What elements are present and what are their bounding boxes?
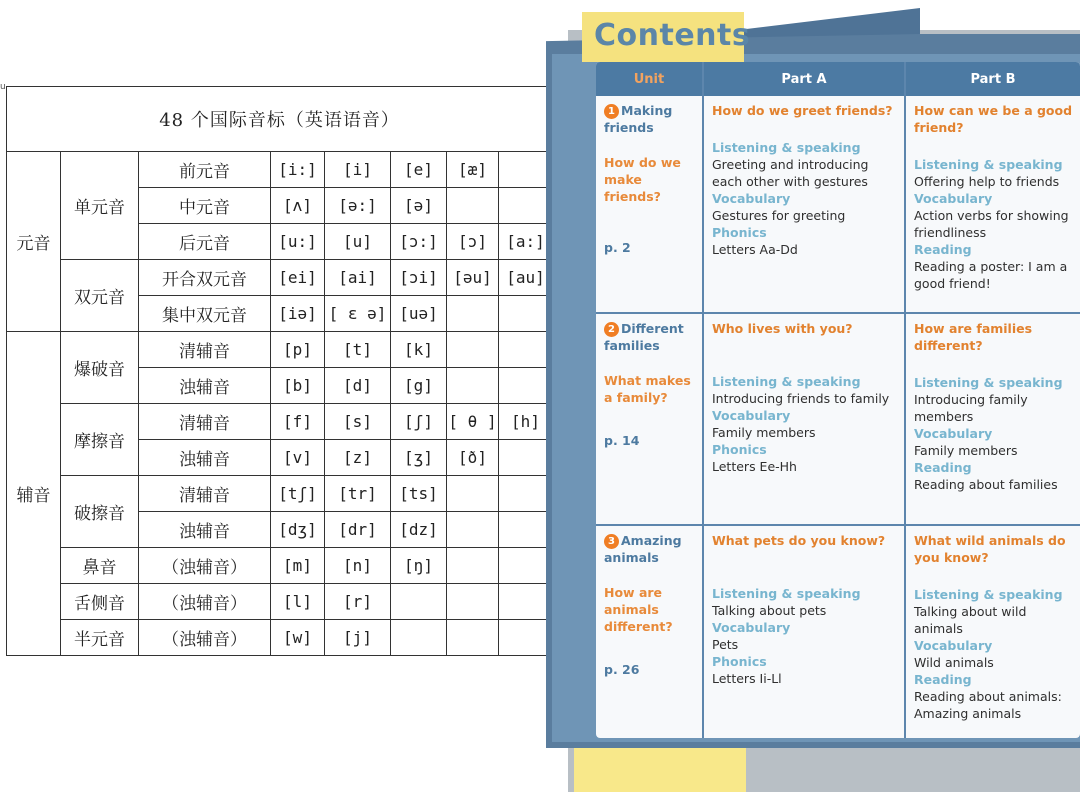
ipa-symbol: [g]	[391, 368, 447, 404]
unit-3-part-a	[712, 532, 902, 687]
empty-cell	[391, 584, 447, 620]
contents-page	[546, 0, 1080, 806]
group-fricative: 摩擦音	[61, 404, 139, 476]
ipa-symbol: [ʃ]	[391, 404, 447, 440]
ipa-symbol: [u]	[325, 224, 391, 260]
empty-cell	[499, 368, 553, 404]
ipa-symbol: [iə]	[271, 296, 325, 332]
group-affricate: 破擦音	[61, 476, 139, 548]
corner-mark: u	[0, 82, 6, 92]
ipa-symbol: [e]	[391, 152, 447, 188]
empty-cell	[499, 548, 553, 584]
row-label: 清辅音	[139, 404, 271, 440]
section-text: Reading about families	[914, 477, 1058, 492]
ipa-symbol: [dʒ]	[271, 512, 325, 548]
section-text: Introducing friends to family	[712, 391, 890, 406]
ipa-symbol: [ŋ]	[391, 548, 447, 584]
ipa-symbol: [ə:]	[325, 188, 391, 224]
ipa-symbol: [uə]	[391, 296, 447, 332]
unit-page: p. 2	[604, 240, 631, 255]
group-monophthong: 单元音	[61, 152, 139, 260]
row-label: （浊辅音）	[139, 620, 271, 656]
ipa-symbol: [tr]	[325, 476, 391, 512]
part-question: How can we be a good friend?	[914, 103, 1073, 135]
row-label: 清辅音	[139, 476, 271, 512]
row-label: 中元音	[139, 188, 271, 224]
empty-cell	[499, 152, 553, 188]
unit-2-part-a	[712, 320, 902, 475]
unit-title	[604, 102, 698, 136]
ipa-symbol: [ θ ]	[447, 404, 499, 440]
unit-question: How do we make friends?	[604, 155, 681, 204]
ipa-symbol: [v]	[271, 440, 325, 476]
empty-cell	[499, 332, 553, 368]
row-label: 前元音	[139, 152, 271, 188]
contents-title: Contents	[594, 18, 751, 53]
section-text: Gestures for greeting	[712, 208, 846, 223]
unit-name: Different families	[604, 321, 684, 353]
ipa-symbol: [ɔ]	[447, 224, 499, 260]
row-label: 集中双元音	[139, 296, 271, 332]
empty-cell	[447, 296, 499, 332]
row-label: （浊辅音）	[139, 584, 271, 620]
header-part-b: Part B	[906, 62, 1080, 96]
vowel-category: 元音	[7, 152, 61, 332]
section-text: Action verbs for showing friendliness	[914, 208, 1069, 240]
section-label: Phonics	[712, 654, 767, 669]
empty-cell	[499, 296, 553, 332]
empty-cell	[499, 512, 553, 548]
section-text: Family members	[712, 425, 816, 440]
group-plosive: 爆破音	[61, 332, 139, 404]
ipa-symbol: [ɔi]	[391, 260, 447, 296]
row-label: 开合双元音	[139, 260, 271, 296]
section-label: Phonics	[712, 225, 767, 240]
ipa-symbol: [au]	[499, 260, 553, 296]
header-part-a: Part A	[704, 62, 904, 96]
ipa-symbol: [ai]	[325, 260, 391, 296]
empty-cell	[391, 620, 447, 656]
section-label: Listening & speaking	[914, 375, 1063, 390]
section-text: Pets	[712, 637, 739, 652]
empty-cell	[499, 584, 553, 620]
ipa-table	[6, 86, 553, 656]
section-text: Wild animals	[914, 655, 994, 670]
ipa-symbol: [l]	[271, 584, 325, 620]
ipa-title: 48 个国际音标（英语语音）	[7, 87, 553, 152]
section-label: Reading	[914, 242, 972, 257]
row-label: 浊辅音	[139, 368, 271, 404]
section-label: Vocabulary	[712, 408, 791, 423]
unit-2-part-b	[914, 320, 1074, 493]
ipa-symbol: [d]	[325, 368, 391, 404]
header-unit: Unit	[596, 62, 702, 96]
empty-cell	[447, 332, 499, 368]
group-semivowel: 半元音	[61, 620, 139, 656]
unit-page: p. 14	[604, 433, 640, 448]
ipa-symbol: [ə]	[391, 188, 447, 224]
section-label: Reading	[914, 672, 972, 687]
section-label: Listening & speaking	[712, 586, 861, 601]
section-text: Talking about pets	[712, 603, 827, 618]
contents-table	[596, 62, 1080, 738]
ipa-symbol: [m]	[271, 548, 325, 584]
empty-cell	[447, 368, 499, 404]
ipa-symbol: [u:]	[271, 224, 325, 260]
part-question: How do we greet friends?	[712, 103, 893, 118]
consonant-category: 辅音	[7, 332, 61, 656]
section-label: Listening & speaking	[914, 587, 1063, 602]
section-text: Reading a poster: I am a good friend!	[914, 259, 1068, 291]
row-label: 浊辅音	[139, 512, 271, 548]
section-label: Listening & speaking	[914, 157, 1063, 172]
empty-cell	[499, 620, 553, 656]
row-label: 后元音	[139, 224, 271, 260]
section-label: Reading	[914, 460, 972, 475]
section-label: Vocabulary	[914, 638, 993, 653]
unit-page: p. 26	[604, 662, 640, 677]
row-divider	[596, 524, 1080, 526]
ipa-symbol: [n]	[325, 548, 391, 584]
ipa-symbol: [dz]	[391, 512, 447, 548]
ipa-symbol: [r]	[325, 584, 391, 620]
empty-cell	[499, 476, 553, 512]
ipa-symbol: [ei]	[271, 260, 325, 296]
group-lateral: 舌侧音	[61, 584, 139, 620]
unit-title	[604, 532, 698, 566]
section-text: Letters Aa-Dd	[712, 242, 798, 257]
ipa-symbol: [ ɛ ə]	[325, 296, 391, 332]
ipa-symbol: [ʌ]	[271, 188, 325, 224]
empty-cell	[447, 188, 499, 224]
section-label: Listening & speaking	[712, 374, 861, 389]
ipa-symbol: [ʒ]	[391, 440, 447, 476]
part-question: Who lives with you?	[712, 321, 853, 336]
empty-cell	[447, 548, 499, 584]
unit-name: Amazing animals	[604, 533, 682, 565]
unit-number-badge: 3	[604, 534, 619, 549]
section-label: Vocabulary	[914, 191, 993, 206]
unit-1	[604, 102, 698, 256]
ipa-symbol: [ð]	[447, 440, 499, 476]
unit-question: How are animals different?	[604, 585, 673, 634]
empty-cell	[447, 584, 499, 620]
unit-number-badge: 2	[604, 322, 619, 337]
row-label: 浊辅音	[139, 440, 271, 476]
unit-3-part-b	[914, 532, 1074, 722]
row-label: （浊辅音）	[139, 548, 271, 584]
ipa-symbol: [i:]	[271, 152, 325, 188]
section-text: Letters Ee-Hh	[712, 459, 797, 474]
section-text: Introducing family members	[914, 392, 1028, 424]
part-question: What wild animals do you know?	[914, 533, 1066, 565]
unit-name: Making friends	[604, 103, 673, 135]
ipa-symbol: [p]	[271, 332, 325, 368]
ipa-symbol: [w]	[271, 620, 325, 656]
ipa-symbol: [t]	[325, 332, 391, 368]
section-text: Talking about wild animals	[914, 604, 1027, 636]
group-diphthong: 双元音	[61, 260, 139, 332]
ipa-symbol: [a:]	[499, 224, 553, 260]
ipa-symbol: [k]	[391, 332, 447, 368]
section-label: Vocabulary	[712, 191, 791, 206]
ipa-symbol: [dr]	[325, 512, 391, 548]
row-divider	[596, 312, 1080, 314]
ipa-symbol: [z]	[325, 440, 391, 476]
ipa-symbol: [ts]	[391, 476, 447, 512]
group-nasal: 鼻音	[61, 548, 139, 584]
column-divider	[702, 62, 704, 738]
unit-number-badge: 1	[604, 104, 619, 119]
ipa-symbol: [b]	[271, 368, 325, 404]
section-text: Greeting and introducing each other with gestures	[712, 157, 869, 189]
ipa-symbol: [ɔ:]	[391, 224, 447, 260]
section-label: Phonics	[712, 442, 767, 457]
section-text: Family members	[914, 443, 1018, 458]
ipa-symbol: [j]	[325, 620, 391, 656]
ipa-symbol: [æ]	[447, 152, 499, 188]
empty-cell	[447, 476, 499, 512]
row-label: 清辅音	[139, 332, 271, 368]
empty-cell	[499, 188, 553, 224]
unit-3	[604, 532, 698, 678]
section-label: Vocabulary	[914, 426, 993, 441]
section-text: Letters Ii-Ll	[712, 671, 782, 686]
part-question: What pets do you know?	[712, 533, 886, 548]
ipa-symbol: [s]	[325, 404, 391, 440]
unit-2	[604, 320, 698, 449]
unit-1-part-b	[914, 102, 1074, 292]
empty-cell	[447, 512, 499, 548]
unit-1-part-a	[712, 102, 902, 258]
unit-question: What makes a family?	[604, 373, 691, 405]
unit-title	[604, 320, 698, 354]
section-label: Listening & speaking	[712, 140, 861, 155]
ipa-symbol: [tʃ]	[271, 476, 325, 512]
ipa-symbol: [i]	[325, 152, 391, 188]
ipa-symbol: [əu]	[447, 260, 499, 296]
ipa-symbol: [h]	[499, 404, 553, 440]
column-divider	[904, 62, 906, 738]
ipa-symbol: [f]	[271, 404, 325, 440]
empty-cell	[499, 440, 553, 476]
section-text: Offering help to friends	[914, 174, 1060, 189]
part-question: How are families different?	[914, 321, 1033, 353]
section-text: Reading about animals: Amazing animals	[914, 689, 1062, 721]
section-label: Vocabulary	[712, 620, 791, 635]
empty-cell	[447, 620, 499, 656]
